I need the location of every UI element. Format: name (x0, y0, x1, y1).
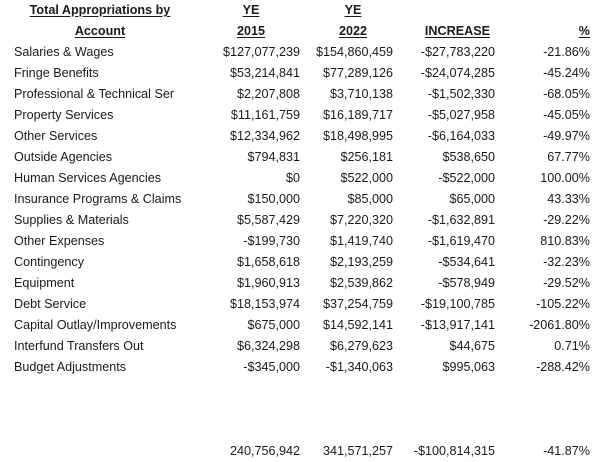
row-increase: -$534,641 (438, 255, 495, 269)
table-row (0, 231, 604, 252)
row-increase: -$5,027,958 (427, 108, 495, 122)
row-increase: -$522,000 (438, 171, 495, 185)
row-label: Contingency (14, 255, 85, 269)
row-ye-2022: $522,000 (340, 171, 393, 185)
row-ye-2015: $127,077,239 (222, 45, 300, 59)
row-ye-2015: $12,334,962 (229, 129, 300, 143)
spacer-row-1 (0, 378, 604, 399)
row-increase: -$1,502,330 (427, 87, 495, 101)
row-increase: $65,000 (449, 192, 495, 206)
table-row (0, 252, 604, 273)
row-percent: -29.52% (543, 276, 590, 290)
totals-label (0, 441, 196, 462)
row-increase: -$13,917,141 (420, 318, 495, 332)
table-row (0, 168, 604, 189)
table-body (0, 42, 604, 378)
row-ye-2022: $2,193,259 (329, 255, 393, 269)
spacer-row-3 (0, 420, 604, 441)
row-ye-2022: $2,539,862 (329, 276, 393, 290)
table-row (0, 357, 604, 378)
table-header-row-2 (0, 21, 604, 42)
header-percent: % (578, 24, 590, 38)
row-ye-2015: $11,161,759 (230, 108, 300, 122)
table-row (0, 189, 604, 210)
header-pct-blank (504, 0, 604, 21)
table-row (0, 273, 604, 294)
row-percent: 810.83% (540, 234, 590, 248)
table-row (0, 126, 604, 147)
row-percent: -45.24% (543, 66, 590, 80)
row-ye-2022: $18,498,995 (322, 129, 393, 143)
row-ye-2015: $0 (285, 171, 300, 185)
row-label: Other Services (14, 129, 98, 143)
header-ye-2022: 2022 (338, 24, 368, 38)
row-percent: 0.71% (554, 339, 590, 353)
row-percent: -105.22% (536, 297, 590, 311)
row-label: Budget Adjustments (14, 360, 127, 374)
table-row (0, 84, 604, 105)
row-label: Insurance Programs & Claims (14, 192, 182, 206)
row-increase: -$6,164,033 (427, 129, 495, 143)
row-ye-2015: $6,324,298 (236, 339, 300, 353)
row-label: Property Services (14, 108, 114, 122)
row-ye-2022: $37,254,759 (322, 297, 393, 311)
row-ye-2015: $1,960,913 (236, 276, 300, 290)
row-label: Human Services Agencies (14, 171, 161, 185)
table-row (0, 294, 604, 315)
row-ye-2022: $1,419,740 (329, 234, 393, 248)
table-row (0, 210, 604, 231)
row-increase: -$1,632,891 (427, 213, 495, 227)
row-percent: 67.77% (547, 150, 590, 164)
row-percent: -29.22% (543, 213, 590, 227)
row-ye-2015: $53,214,841 (229, 66, 300, 80)
row-label: Outside Agencies (14, 150, 113, 164)
row-percent: -21.86% (543, 45, 590, 59)
row-ye-2015: -$199,730 (243, 234, 300, 248)
header-ye-2015: 2015 (236, 24, 266, 38)
row-percent: -45.05% (543, 108, 590, 122)
header-increase: INCREASE (424, 24, 490, 38)
row-label: Equipment (14, 276, 75, 290)
page-title-line2-text: Account (74, 24, 126, 38)
row-ye-2022: $14,592,141 (322, 318, 393, 332)
row-percent: -49.97% (543, 129, 590, 143)
row-label: Professional & Technical Ser (14, 87, 175, 101)
row-label: Debt Service (14, 297, 87, 311)
row-ye-2022: $7,220,320 (329, 213, 393, 227)
row-ye-2022: $77,289,126 (322, 66, 393, 80)
page-title-line2 (0, 21, 196, 42)
row-label: Other Expenses (14, 234, 105, 248)
row-ye-2015: $675,000 (247, 318, 300, 332)
header-increase-blank (400, 0, 504, 21)
row-percent: -2061.80% (529, 318, 590, 332)
row-label: Salaries & Wages (14, 45, 114, 59)
row-percent: -32.23% (543, 255, 590, 269)
table-header-row-1 (0, 0, 604, 21)
row-ye-2015: $1,658,618 (236, 255, 300, 269)
row-percent: -68.05% (543, 87, 590, 101)
row-increase: -$24,074,285 (420, 66, 495, 80)
row-ye-2022: $85,000 (347, 192, 393, 206)
table-row (0, 336, 604, 357)
totals-ye-2015: 240,756,942 (229, 444, 300, 458)
row-increase: -$578,949 (438, 276, 495, 290)
row-percent: 43.33% (547, 192, 590, 206)
table-row (0, 42, 604, 63)
page-title-line1 (0, 0, 196, 21)
row-ye-2015: $18,153,974 (229, 297, 300, 311)
row-ye-2022: $256,181 (340, 150, 393, 164)
row-ye-2022: $3,710,138 (329, 87, 393, 101)
table-row (0, 315, 604, 336)
row-percent: -288.42% (536, 360, 590, 374)
row-ye-2015: $150,000 (247, 192, 300, 206)
row-increase: -$27,783,220 (420, 45, 495, 59)
row-ye-2022: $16,189,717 (322, 108, 393, 122)
totals-row (0, 441, 604, 462)
table-row (0, 105, 604, 126)
row-ye-2015: $2,207,808 (236, 87, 300, 101)
totals-percent: -41.87% (543, 444, 590, 458)
table-row (0, 63, 604, 84)
row-increase: $538,650 (442, 150, 495, 164)
row-increase: $44,675 (449, 339, 495, 353)
spacer-row-2 (0, 399, 604, 420)
row-label: Supplies & Materials (14, 213, 129, 227)
row-increase: $995,063 (442, 360, 495, 374)
row-ye-2015: -$345,000 (243, 360, 300, 374)
row-label: Fringe Benefits (14, 66, 99, 80)
row-ye-2022: -$1,340,063 (325, 360, 393, 374)
row-ye-2015: $794,831 (247, 150, 300, 164)
row-increase: -$1,619,470 (427, 234, 495, 248)
row-ye-2015: $5,587,429 (236, 213, 300, 227)
table-row (0, 147, 604, 168)
totals-increase: -$100,814,315 (413, 444, 495, 458)
header-ye-2015-top: YE (242, 3, 260, 17)
header-ye-2022-top: YE (344, 3, 362, 17)
row-increase: -$19,100,785 (420, 297, 495, 311)
page-title-line1-text: Total Appropriations by (29, 3, 171, 17)
row-ye-2022: $6,279,623 (329, 339, 393, 353)
totals-ye-2022: 341,571,257 (322, 444, 393, 458)
row-label: Interfund Transfers Out (14, 339, 144, 353)
row-label: Capital Outlay/Improvements (14, 318, 177, 332)
row-percent: 100.00% (540, 171, 590, 185)
row-ye-2022: $154,860,459 (315, 45, 393, 59)
